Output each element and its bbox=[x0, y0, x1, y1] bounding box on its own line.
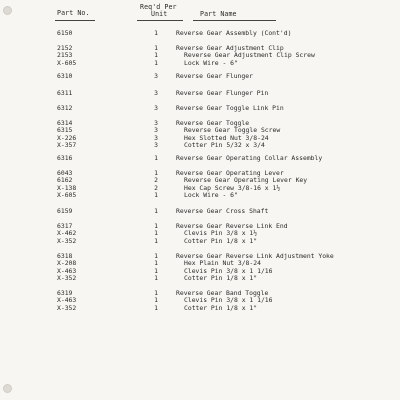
part-number: X-462 bbox=[57, 229, 77, 238]
part-number: X-226 bbox=[57, 133, 77, 142]
part-name: Cotter Pin 5/32 x 3/4 bbox=[184, 140, 265, 149]
part-name: Reverse Gear Flunger bbox=[176, 72, 253, 80]
part-name: Clevis Pin 3/8 x 1 1/16 bbox=[184, 296, 273, 305]
part-number: 6150 bbox=[57, 29, 73, 37]
quantity: 1 bbox=[154, 259, 158, 268]
part-number: 6314 bbox=[57, 119, 73, 127]
part-number: X-352 bbox=[57, 236, 77, 245]
quantity: 3 bbox=[154, 89, 158, 97]
part-number: 6043 bbox=[57, 169, 73, 177]
part-name: Reverse Gear Toggle Screw bbox=[184, 126, 281, 135]
part-number: X-605 bbox=[57, 58, 77, 67]
part-name: Lock Wire - 6" bbox=[184, 190, 238, 199]
quantity: 1 bbox=[154, 58, 158, 67]
reqd-per-header: Req'd Per bbox=[140, 3, 177, 11]
header-underline bbox=[55, 20, 95, 21]
quantity: 1 bbox=[154, 44, 158, 52]
part-name: Reverse Gear Reverse Link End bbox=[176, 222, 288, 230]
quantity: 1 bbox=[154, 169, 158, 177]
part-name: Hex Cap Screw 3/8-16 x 1½ bbox=[184, 183, 281, 192]
quantity: 3 bbox=[154, 126, 158, 135]
part-number: 6318 bbox=[57, 252, 73, 260]
quantity: 3 bbox=[154, 140, 158, 149]
part-number: 6312 bbox=[57, 104, 73, 112]
part-number: 6311 bbox=[57, 89, 73, 97]
quantity: 3 bbox=[154, 72, 158, 80]
part-number: 2153 bbox=[57, 51, 73, 60]
quantity: 1 bbox=[154, 266, 158, 275]
punch-hole bbox=[3, 6, 12, 15]
quantity: 1 bbox=[154, 222, 158, 230]
quantity: 3 bbox=[154, 133, 158, 142]
part-number: 6310 bbox=[57, 72, 73, 80]
part-name: Reverse Gear Band Toggle bbox=[176, 289, 269, 297]
quantity: 1 bbox=[154, 273, 158, 282]
quantity: 1 bbox=[154, 207, 158, 215]
part-name: Clevis Pin 3/8 x 1 1/16 bbox=[184, 266, 273, 275]
part-number: X-605 bbox=[57, 190, 77, 199]
part-name: Hex Slotted Nut 3/8-24 bbox=[184, 133, 269, 142]
part-name: Reverse Gear Reverse Link Adjustment Yoke bbox=[176, 252, 334, 260]
part-name: Reverse Gear Operating Lever bbox=[176, 169, 284, 177]
part-name-header: Part Name bbox=[200, 10, 237, 18]
quantity: 3 bbox=[154, 104, 158, 112]
quantity: 3 bbox=[154, 119, 158, 127]
part-number: 6162 bbox=[57, 176, 73, 185]
part-number: X-138 bbox=[57, 183, 77, 192]
quantity: 2 bbox=[154, 183, 158, 192]
part-name: Reverse Gear Operating Lever Key bbox=[184, 176, 308, 185]
part-number: 6315 bbox=[57, 126, 73, 135]
part-no-header: Part No. bbox=[57, 9, 90, 17]
part-name: Cotter Pin 1/8 x 1" bbox=[184, 303, 258, 312]
part-name: Cotter Pin 1/8 x 1" bbox=[184, 273, 258, 282]
part-name: Reverse Gear Operating Collar Assembly bbox=[176, 154, 323, 162]
header-underline bbox=[137, 20, 183, 21]
quantity: 1 bbox=[154, 51, 158, 60]
part-number: X-357 bbox=[57, 140, 77, 149]
punch-hole bbox=[3, 384, 12, 393]
part-number: 6159 bbox=[57, 207, 73, 215]
quantity: 1 bbox=[154, 289, 158, 297]
part-name: Reverse Gear Toggle Link Pin bbox=[176, 104, 284, 112]
unit-header: Unit bbox=[151, 10, 168, 18]
part-number: X-352 bbox=[57, 273, 77, 282]
part-name: Reverse Gear Assembly (Cont'd) bbox=[176, 29, 292, 37]
part-name: Hex Plain Nut 3/8-24 bbox=[184, 259, 261, 268]
part-name: Reverse Gear Adjustment Clip bbox=[176, 44, 284, 52]
quantity: 1 bbox=[154, 296, 158, 305]
part-name: Cotter Pin 1/8 x 1" bbox=[184, 236, 258, 245]
part-name: Reverse Gear Toggle bbox=[176, 119, 250, 127]
part-number: X-463 bbox=[57, 266, 77, 275]
part-name: Lock Wire - 6" bbox=[184, 58, 238, 67]
part-name: Reverse Gear Adjustment Clip Screw bbox=[184, 51, 315, 60]
quantity: 1 bbox=[154, 229, 158, 238]
quantity: 1 bbox=[154, 252, 158, 260]
part-number: 2152 bbox=[57, 44, 73, 52]
quantity: 2 bbox=[154, 176, 158, 185]
part-number: X-352 bbox=[57, 303, 77, 312]
quantity: 1 bbox=[154, 154, 158, 162]
part-number: 6316 bbox=[57, 154, 73, 162]
quantity: 1 bbox=[154, 29, 158, 37]
quantity: 1 bbox=[154, 190, 158, 199]
part-number: 6317 bbox=[57, 222, 73, 230]
quantity: 1 bbox=[154, 236, 158, 245]
quantity: 1 bbox=[154, 303, 158, 312]
part-number: 6319 bbox=[57, 289, 73, 297]
part-name: Reverse Gear Cross Shaft bbox=[176, 207, 269, 215]
header-underline bbox=[193, 20, 276, 21]
part-number: X-208 bbox=[57, 259, 77, 268]
part-name: Reverse Gear Flunger Pin bbox=[176, 89, 269, 97]
part-number: X-463 bbox=[57, 296, 77, 305]
part-name: Clevis Pin 3/8 x 1½ bbox=[184, 229, 258, 238]
